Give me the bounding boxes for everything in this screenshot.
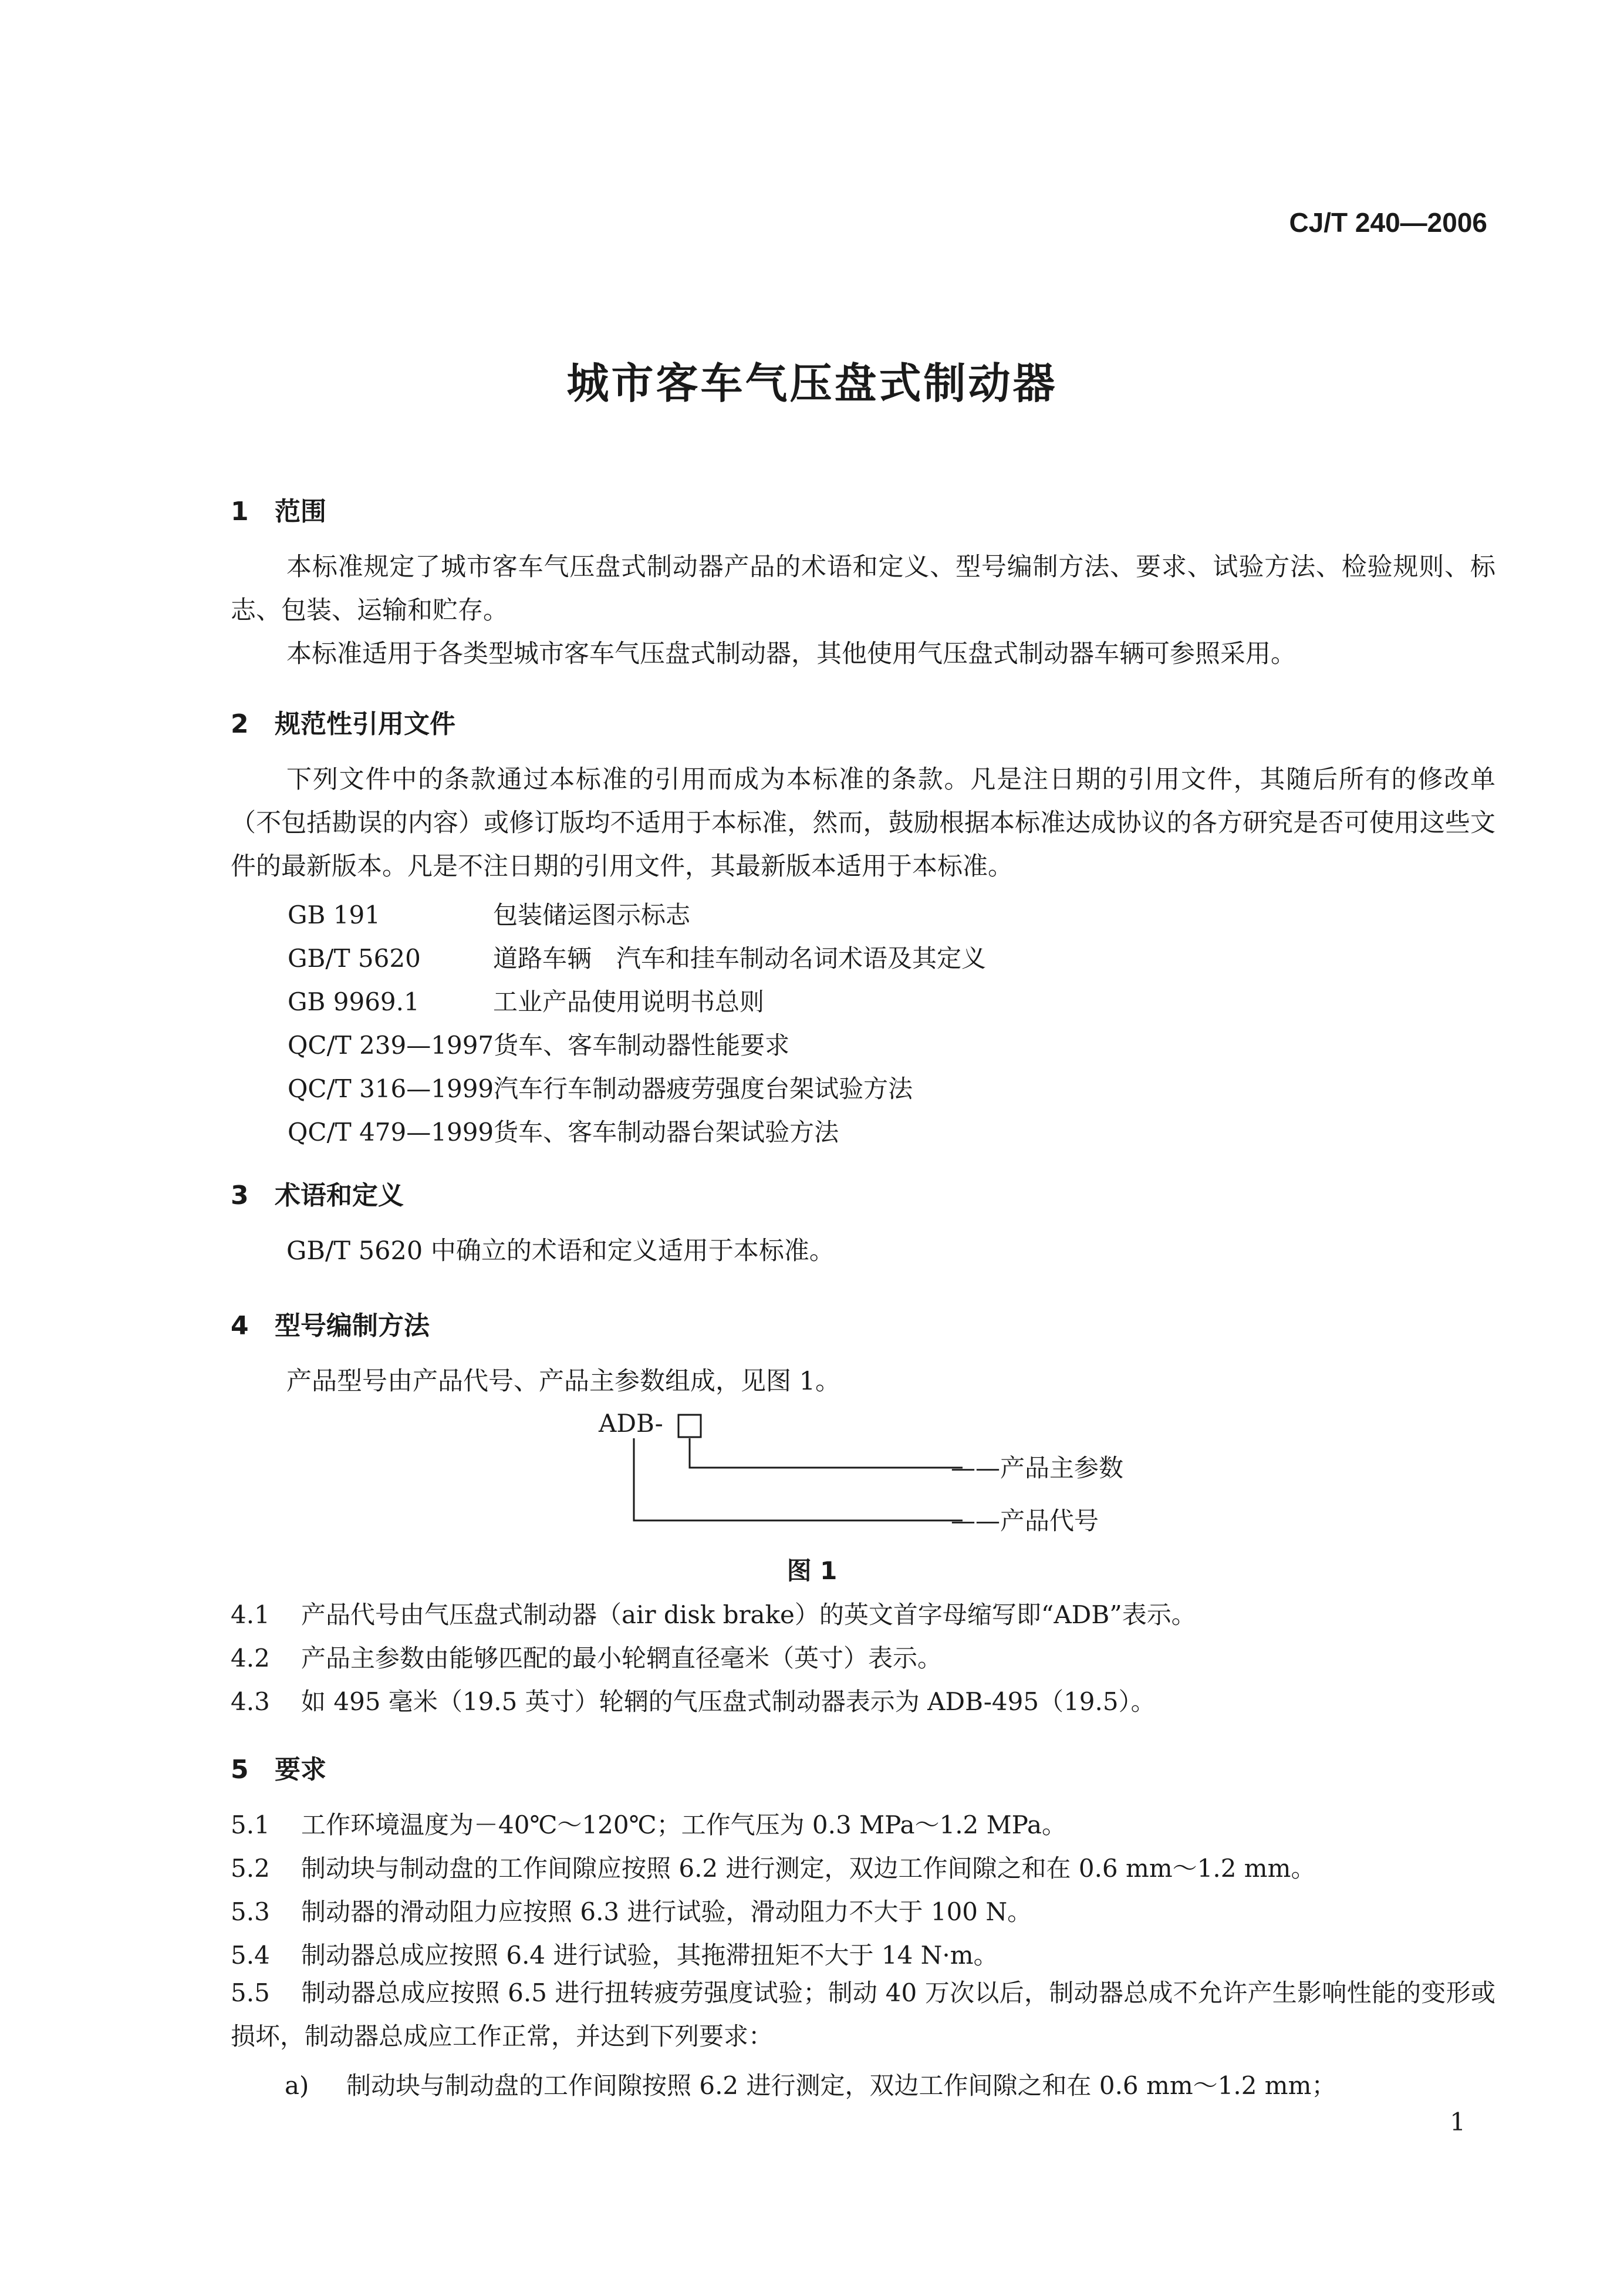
- paragraph: 下列文件中的条款通过本标准的引用而成为本标准的条款。凡是注日期的引用文件，其随后所有的修改单（不包括勘误的内容）或修订版均不适用于本标准，然而，鼓励根据本标准达成协议的各方研究是否可使用这些文件的最新版本。凡是不注日期的引用文件，其最新版本适用于本标准。: [231, 765, 1495, 881]
- clause-number: 5.3: [231, 1897, 270, 1926]
- clause-text: 制动块与制动盘的工作间隙应按照 6.2 进行测定，双边工作间隙之和在 0.6 mm～1.2 mm。: [301, 1854, 1316, 1883]
- clause-5-1: [231, 1806, 1066, 1841]
- paragraph: 本标准规定了城市客车气压盘式制动器产品的术语和定义、型号编制方法、要求、试验方法、检验规则、标志、包装、运输和贮存。: [231, 552, 1495, 625]
- section-title: 范围: [275, 497, 326, 527]
- subitem-a: [285, 2066, 1336, 2102]
- document-title: 城市客车气压盘式制动器: [566, 359, 1058, 408]
- reference-item: [288, 1113, 839, 1148]
- paragraph: 产品型号由产品代号、产品主参数组成，见图 1。: [286, 1367, 841, 1396]
- clause-number: 4.1: [231, 1600, 270, 1629]
- reference-code: QC/T 316—1999: [288, 1074, 494, 1103]
- reference-code: GB/T 5620: [288, 944, 421, 973]
- reference-title: 汽车行车制动器疲劳强度台架试验方法: [494, 1074, 913, 1103]
- section-title: 规范性引用文件: [275, 709, 455, 739]
- standard-number: CJ/T 240—2006: [1289, 207, 1487, 238]
- clause-5-4: [231, 1936, 998, 1971]
- subitem-number: a): [285, 2071, 309, 2100]
- parameter-leader-line: [690, 1438, 963, 1468]
- section-number: 3: [231, 1181, 249, 1211]
- clause-5-2: [231, 1849, 1315, 1884]
- reference-code: GB 191: [288, 901, 380, 929]
- paragraph: GB/T 5620 中确立的术语和定义适用于本标准。: [286, 1236, 835, 1266]
- clause-number: 5.5: [231, 1978, 270, 2007]
- product-code-label: ADB-: [599, 1409, 663, 1438]
- clause-4-1: [231, 1596, 1196, 1631]
- clause-text: 工作环境温度为－40℃～120℃；工作气压为 0.3 MPa～1.2 MPa。: [301, 1810, 1067, 1839]
- code-leader-line: [634, 1438, 963, 1520]
- clause-number: 5.2: [231, 1854, 270, 1883]
- clause-text: 制动器的滑动阻力应按照 6.3 进行试验，滑动阻力不大于 100 N。: [301, 1897, 1032, 1926]
- clause-5-5: [231, 1971, 1495, 2058]
- reference-code: QC/T 239—1997: [288, 1031, 494, 1060]
- clause-number: 5.1: [231, 1810, 270, 1839]
- clause-number: 4.3: [231, 1687, 270, 1716]
- clause-number: 5.4: [231, 1941, 270, 1970]
- reference-title: 货车、客车制动器台架试验方法: [494, 1118, 839, 1147]
- section-number: 4: [231, 1311, 249, 1341]
- reference-title: 道路车辆 汽车和挂车制动名词术语及其定义: [493, 944, 987, 973]
- section-title: 要求: [275, 1755, 326, 1785]
- section-heading-5: [231, 1748, 326, 1786]
- page-number: 1: [1450, 2108, 1466, 2136]
- paragraph: 本标准适用于各类型城市客车气压盘式制动器，其他使用气压盘式制动器车辆可参照采用。: [286, 639, 1296, 669]
- product-code-desc-label: ——产品代号: [951, 1506, 1099, 1535]
- section-heading-1: [231, 490, 326, 528]
- section-heading-4: [231, 1304, 430, 1342]
- reference-item: [288, 939, 986, 975]
- clause-4-2: [231, 1639, 942, 1674]
- clause-4-3: [231, 1683, 1156, 1718]
- clause-text: 产品代号由气压盘式制动器（air disk brake）的英文首字母缩写即“ADB”表示。: [301, 1600, 1196, 1629]
- reference-title: 货车、客车制动器性能要求: [494, 1031, 790, 1060]
- figure-caption: 图 1: [786, 1556, 838, 1585]
- section-title: 型号编制方法: [275, 1311, 430, 1341]
- section-number: 1: [231, 497, 249, 527]
- reference-item: [288, 983, 764, 1018]
- section-number: 2: [231, 709, 249, 739]
- reference-title: 工业产品使用说明书总则: [493, 987, 765, 1016]
- clause-text: 产品主参数由能够匹配的最小轮辋直径毫米（英寸）表示。: [301, 1644, 943, 1673]
- clause-text: 制动器总成应按照 6.4 进行试验，其拖滞扭矩不大于 14 N·m。: [301, 1941, 998, 1970]
- reference-item: [288, 1026, 789, 1061]
- section-number: 5: [231, 1755, 249, 1785]
- section-title: 术语和定义: [275, 1181, 404, 1211]
- clause-number: 4.2: [231, 1644, 270, 1673]
- section-heading-2: [231, 703, 455, 740]
- clause-text: 如 495 毫米（19.5 英寸）轮辋的气压盘式制动器表示为 ADB-495（19.5）。: [301, 1687, 1156, 1716]
- reference-item: [288, 1070, 913, 1105]
- reference-code: QC/T 479—1999: [288, 1118, 494, 1147]
- parameter-box: [678, 1415, 701, 1437]
- reference-item: [288, 896, 690, 931]
- subitem-text: 制动块与制动盘的工作间隙按照 6.2 进行测定，双边工作间隙之和在 0.6 mm～1.2 mm；: [346, 2071, 1336, 2100]
- reference-code: GB 9969.1: [288, 987, 420, 1016]
- clause-5-3: [231, 1893, 1032, 1928]
- clause-text: 制动器总成应按照 6.5 进行扭转疲劳强度试验；制动 40 万次以后，制动器总成不允许产生影响性能的变形或损坏，制动器总成应工作正常，并达到下列要求：: [231, 1978, 1495, 2051]
- main-parameter-label: ——产品主参数: [951, 1454, 1124, 1482]
- section-heading-3: [231, 1174, 404, 1212]
- reference-title: 包装储运图示标志: [493, 901, 691, 929]
